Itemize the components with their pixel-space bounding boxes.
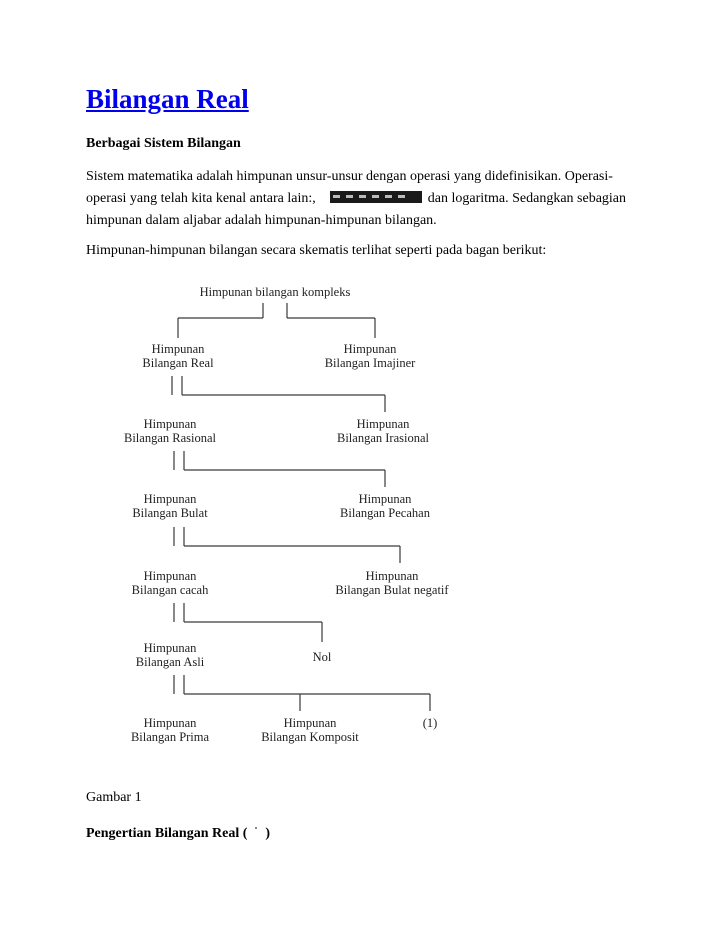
node-real-line2: Bilangan Real (142, 356, 214, 370)
node-pecahan-line1: Himpunan (358, 492, 412, 506)
node-pecahan-line2: Bilangan Pecahan (340, 506, 430, 520)
section-heading (86, 825, 270, 842)
node-real-line1: Himpunan (151, 342, 205, 356)
node-rasional-line2: Bilangan Rasional (124, 431, 216, 445)
intro-text-after: dan logaritma. Sedangkan sebagian himpunan dalam aljabar adalah himpunan-himpunan bilangan. (86, 191, 627, 228)
node-rasional-line1: Himpunan (143, 417, 197, 431)
node-nol: Nol (312, 650, 332, 664)
node-prima-line2: Bilangan Prima (130, 730, 210, 744)
node-komposit-line1: Himpunan (283, 716, 337, 730)
node-asli-line1: Himpunan (143, 641, 197, 655)
diagram-intro-paragraph: Himpunan-himpunan bilangan secara skematis terlihat seperti pada bagan berikut: (86, 243, 547, 258)
node-bulat-negatif-line1: Himpunan (365, 569, 419, 583)
node-cacah-line2: Bilangan cacah (131, 583, 209, 597)
node-bulat-line2: Bilangan Bulat (132, 506, 208, 520)
page-title[interactable]: Bilangan Real (86, 84, 249, 114)
node-irasional-line2: Bilangan Irasional (337, 431, 429, 445)
node-imajiner-line2: Bilangan Imajiner (324, 356, 416, 370)
node-cacah-line1: Himpunan (143, 569, 197, 583)
node-kompleks: Himpunan bilangan kompleks (199, 285, 351, 299)
section-heading-close: ) (265, 826, 271, 841)
intro-text-before: Sistem matematika adalah himpunan unsur-unsur dengan operasi yang didefinisikan. Operasi-operasi yang telah kita kenal antara lain:, (86, 169, 613, 206)
section-subtitle: Berbagai Sistem Bilangan (86, 136, 241, 151)
node-bulat-line1: Himpunan (143, 492, 197, 506)
node-komposit-line2: Bilangan Komposit (261, 730, 359, 744)
figure-caption: Gambar 1 (86, 790, 142, 805)
node-prima-line1: Himpunan (143, 716, 197, 730)
node-imajiner-line1: Himpunan (343, 342, 397, 356)
formula-image-icon (330, 191, 422, 203)
node-irasional-line1: Himpunan (356, 417, 410, 431)
real-symbol-icon (247, 825, 265, 837)
intro-paragraph (86, 166, 646, 232)
node-asli-line2: Bilangan Asli (135, 655, 205, 669)
section-heading-text: Pengertian Bilangan Real ( (86, 826, 248, 841)
node-bulat-negatif-line2: Bilangan Bulat negatif (335, 583, 449, 597)
node-satu: (1) (422, 716, 438, 730)
